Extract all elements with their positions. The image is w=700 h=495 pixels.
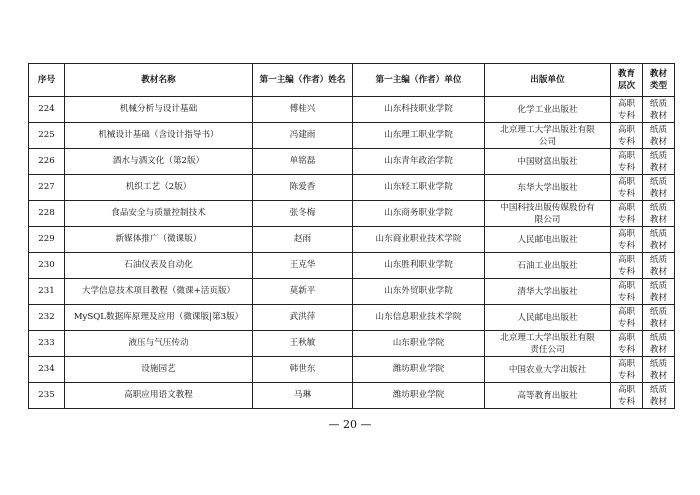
cell-type xyxy=(643,383,675,409)
cell-type-line: 教材 xyxy=(649,344,668,355)
header-type xyxy=(643,64,675,97)
cell-publisher xyxy=(485,149,611,175)
table-row xyxy=(29,201,675,227)
cell-title: MySQL数据库原理及应用（微课版|第3版） xyxy=(65,305,253,331)
cell-title: 机织工艺（2版） xyxy=(65,175,253,201)
header-seq: 序号 xyxy=(29,64,65,97)
cell-level-line: 专科 xyxy=(617,318,636,329)
cell-level-line: 专科 xyxy=(617,110,636,121)
cell-type xyxy=(643,149,675,175)
cell-type-line: 教材 xyxy=(649,318,668,329)
table-row xyxy=(29,383,675,409)
cell-level xyxy=(611,331,643,357)
cell-type-line: 教材 xyxy=(649,214,668,225)
cell-type-line: 纸质 xyxy=(649,384,668,395)
cell-title: 酒水与酒文化（第2版） xyxy=(65,149,253,175)
cell-type-line: 教材 xyxy=(649,266,668,277)
cell-type-line: 教材 xyxy=(649,370,668,381)
cell-level xyxy=(611,305,643,331)
cell-type-line: 纸质 xyxy=(649,228,668,239)
cell-type-line: 教材 xyxy=(649,136,668,147)
header-publisher: 出版单位 xyxy=(485,64,611,97)
cell-level-line: 高职 xyxy=(617,358,636,369)
cell-publisher xyxy=(485,227,611,253)
cell-type-line: 纸质 xyxy=(649,280,668,291)
cell-type-line: 教材 xyxy=(649,240,668,251)
cell-level-line: 高职 xyxy=(617,306,636,317)
cell-publisher xyxy=(485,331,611,357)
cell-publisher-line: 人民邮电出版社 xyxy=(517,234,578,245)
header-type-line: 教材 xyxy=(649,69,668,79)
cell-level xyxy=(611,253,643,279)
header-unit: 第一主编（作者）单位 xyxy=(353,64,485,97)
cell-editor: 马琳 xyxy=(253,383,353,409)
cell-level xyxy=(611,123,643,149)
cell-level-line: 专科 xyxy=(617,214,636,225)
cell-type xyxy=(643,97,675,123)
cell-level-line: 高职 xyxy=(617,202,636,213)
cell-editor: 陈爱香 xyxy=(253,175,353,201)
cell-seq: 228 xyxy=(29,201,65,227)
cell-unit: 潍坊职业学院 xyxy=(353,357,485,383)
cell-unit: 山东商业职业技术学院 xyxy=(353,227,485,253)
cell-unit: 山东青年政治学院 xyxy=(353,149,485,175)
cell-publisher xyxy=(485,175,611,201)
cell-publisher-line: 东华大学出版社 xyxy=(517,182,578,193)
cell-publisher-line: 中国科技出版传媒股份有 xyxy=(500,202,595,213)
cell-seq: 225 xyxy=(29,123,65,149)
cell-editor: 王克华 xyxy=(253,253,353,279)
cell-publisher xyxy=(485,201,611,227)
cell-type-line: 纸质 xyxy=(649,254,668,265)
cell-title: 石油仪表及自动化 xyxy=(65,253,253,279)
cell-type xyxy=(643,279,675,305)
cell-publisher-line: 北京理工大学出版社有限 xyxy=(500,124,595,135)
cell-publisher-line: 化学工业出版社 xyxy=(517,104,578,115)
cell-level xyxy=(611,227,643,253)
cell-level xyxy=(611,175,643,201)
cell-type-line: 纸质 xyxy=(649,150,668,161)
header-level xyxy=(611,64,643,97)
cell-seq: 232 xyxy=(29,305,65,331)
header-editor: 第一主编（作者）姓名 xyxy=(253,64,353,97)
table-header-row xyxy=(29,64,675,97)
cell-level-line: 专科 xyxy=(617,370,636,381)
cell-type-line: 教材 xyxy=(649,162,668,173)
cell-publisher xyxy=(485,305,611,331)
cell-publisher-line: 公司 xyxy=(538,136,557,147)
cell-editor: 傅桂兴 xyxy=(253,97,353,123)
cell-type-line: 教材 xyxy=(649,292,668,303)
cell-publisher-line: 中国农业大学出版社 xyxy=(508,364,587,375)
cell-level-line: 专科 xyxy=(617,188,636,199)
table-row xyxy=(29,123,675,149)
cell-publisher-line: 人民邮电出版社 xyxy=(517,312,578,323)
header-type-line: 类型 xyxy=(649,81,668,91)
cell-editor: 赵雨 xyxy=(253,227,353,253)
cell-title: 大学信息技术项目教程（微课+活页版） xyxy=(65,279,253,305)
cell-type xyxy=(643,123,675,149)
cell-type xyxy=(643,175,675,201)
cell-type xyxy=(643,253,675,279)
table-row xyxy=(29,357,675,383)
cell-unit: 山东外贸职业学院 xyxy=(353,279,485,305)
cell-level-line: 高职 xyxy=(617,384,636,395)
table-row xyxy=(29,331,675,357)
cell-seq: 231 xyxy=(29,279,65,305)
cell-title: 新媒体推广（微课版） xyxy=(65,227,253,253)
cell-type xyxy=(643,227,675,253)
cell-editor: 王秋敏 xyxy=(253,331,353,357)
cell-seq: 234 xyxy=(29,357,65,383)
table-row xyxy=(29,149,675,175)
table-row xyxy=(29,305,675,331)
cell-type-line: 纸质 xyxy=(649,98,668,109)
cell-level-line: 专科 xyxy=(617,292,636,303)
cell-level xyxy=(611,97,643,123)
cell-publisher xyxy=(485,253,611,279)
cell-unit: 山东轻工职业学院 xyxy=(353,175,485,201)
cell-seq: 226 xyxy=(29,149,65,175)
cell-level xyxy=(611,383,643,409)
cell-editor: 韩世东 xyxy=(253,357,353,383)
table-row xyxy=(29,97,675,123)
cell-editor: 张冬梅 xyxy=(253,201,353,227)
cell-seq: 230 xyxy=(29,253,65,279)
cell-level-line: 专科 xyxy=(617,266,636,277)
cell-title: 机械设计基础（含设计指导书） xyxy=(65,123,253,149)
cell-editor: 冯建雨 xyxy=(253,123,353,149)
cell-type xyxy=(643,305,675,331)
cell-unit: 山东信息职业技术学院 xyxy=(353,305,485,331)
table-row xyxy=(29,253,675,279)
table-row xyxy=(29,227,675,253)
cell-publisher-line: 中国财富出版社 xyxy=(517,156,578,167)
table-row xyxy=(29,175,675,201)
cell-publisher xyxy=(485,123,611,149)
cell-level-line: 专科 xyxy=(617,240,636,251)
cell-editor: 莫新平 xyxy=(253,279,353,305)
cell-seq: 224 xyxy=(29,97,65,123)
cell-level-line: 高职 xyxy=(617,124,636,135)
header-level-line: 教育 xyxy=(617,69,636,79)
cell-level xyxy=(611,357,643,383)
cell-type-line: 纸质 xyxy=(649,202,668,213)
cell-unit: 潍坊职业学院 xyxy=(353,383,485,409)
cell-level-line: 专科 xyxy=(617,344,636,355)
cell-publisher-line: 责任公司 xyxy=(530,344,565,355)
cell-level-line: 高职 xyxy=(617,98,636,109)
cell-type xyxy=(643,357,675,383)
cell-publisher xyxy=(485,279,611,305)
header-title: 教材名称 xyxy=(65,64,253,97)
cell-level-line: 专科 xyxy=(617,136,636,147)
cell-type-line: 纸质 xyxy=(649,176,668,187)
cell-type-line: 纸质 xyxy=(649,306,668,317)
cell-level-line: 高职 xyxy=(617,280,636,291)
cell-seq: 227 xyxy=(29,175,65,201)
cell-title: 食品安全与质量控制技术 xyxy=(65,201,253,227)
cell-publisher-line: 清华大学出版社 xyxy=(517,286,578,297)
table-body xyxy=(29,97,675,409)
cell-level-line: 高职 xyxy=(617,150,636,161)
cell-type-line: 教材 xyxy=(649,396,668,407)
cell-level xyxy=(611,279,643,305)
table-row xyxy=(29,279,675,305)
cell-seq: 229 xyxy=(29,227,65,253)
cell-unit: 山东科技职业学院 xyxy=(353,97,485,123)
cell-unit: 山东商务职业学院 xyxy=(353,201,485,227)
cell-publisher-line: 石油工业出版社 xyxy=(517,260,578,271)
cell-seq: 235 xyxy=(29,383,65,409)
cell-publisher xyxy=(485,357,611,383)
cell-unit: 山东理工职业学院 xyxy=(353,123,485,149)
cell-editor: 单铭磊 xyxy=(253,149,353,175)
cell-publisher-line: 高等教育出版社 xyxy=(517,390,578,401)
textbook-table xyxy=(28,63,675,409)
cell-level xyxy=(611,149,643,175)
cell-level-line: 高职 xyxy=(617,254,636,265)
cell-editor: 武洪萍 xyxy=(253,305,353,331)
cell-unit: 山东职业学院 xyxy=(353,331,485,357)
cell-seq: 233 xyxy=(29,331,65,357)
cell-title: 液压与气压传动 xyxy=(65,331,253,357)
cell-level-line: 高职 xyxy=(617,332,636,343)
cell-title: 高职应用语文教程 xyxy=(65,383,253,409)
header-level-line: 层次 xyxy=(617,81,636,91)
cell-publisher xyxy=(485,97,611,123)
cell-type-line: 教材 xyxy=(649,188,668,199)
cell-type-line: 纸质 xyxy=(649,124,668,135)
page-number: — 20 — xyxy=(328,418,372,431)
cell-publisher-line: 北京理工大学出版社有限 xyxy=(500,332,595,343)
cell-title: 设施园艺 xyxy=(65,357,253,383)
cell-type-line: 纸质 xyxy=(649,332,668,343)
cell-type xyxy=(643,331,675,357)
cell-level-line: 高职 xyxy=(617,228,636,239)
cell-publisher-line: 限公司 xyxy=(534,214,561,225)
cell-level-line: 专科 xyxy=(617,396,636,407)
cell-level-line: 高职 xyxy=(617,176,636,187)
cell-publisher xyxy=(485,383,611,409)
cell-level-line: 专科 xyxy=(617,162,636,173)
cell-type xyxy=(643,201,675,227)
cell-type-line: 教材 xyxy=(649,110,668,121)
cell-title: 机械分析与设计基础 xyxy=(65,97,253,123)
cell-level xyxy=(611,201,643,227)
cell-type-line: 纸质 xyxy=(649,358,668,369)
cell-unit: 山东胜利职业学院 xyxy=(353,253,485,279)
